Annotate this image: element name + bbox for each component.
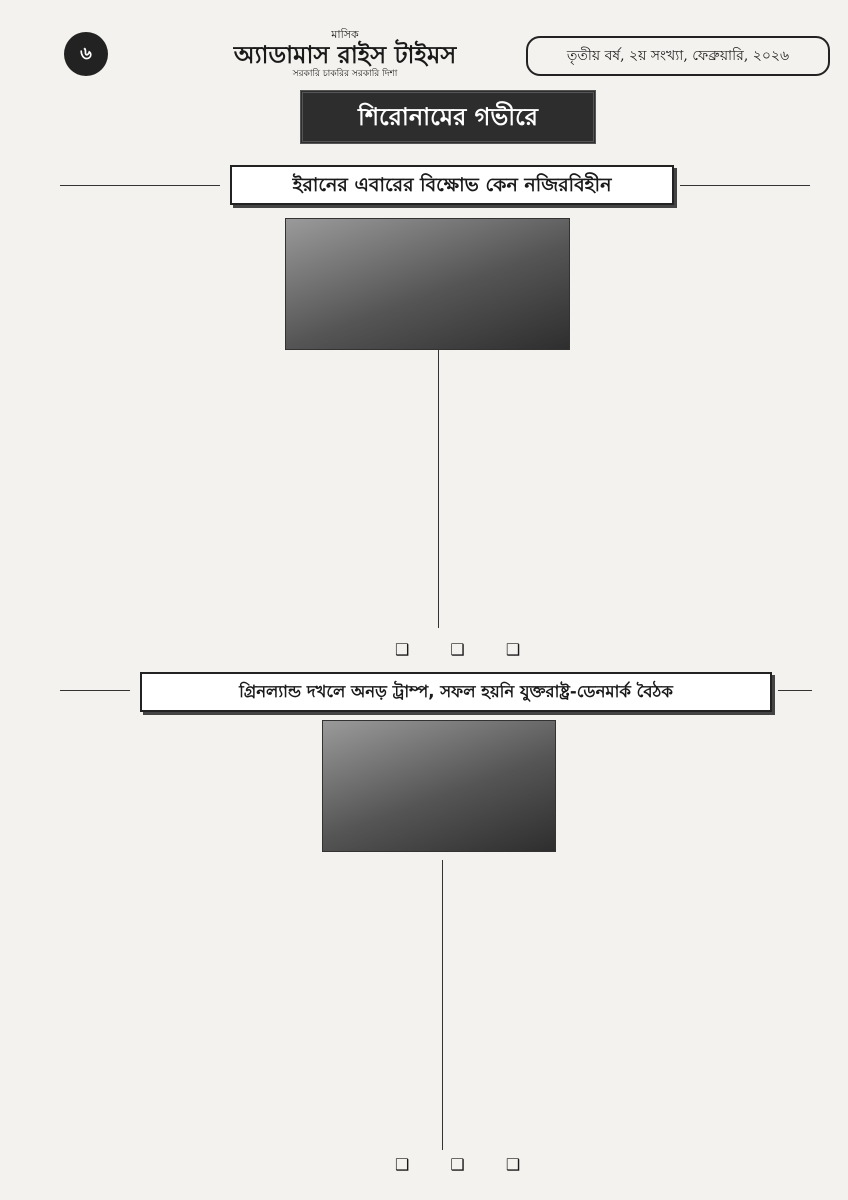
article-2-headline: গ্রিনল্যান্ড দখলে অনড় ট্রাম্প, সফল হয়নি যুক্তরাষ্ট্র-ডেনমার্ক বৈঠক <box>140 672 772 712</box>
divider <box>60 185 220 186</box>
masthead-tagline: সরকারি চাকরির সরকারি দিশা <box>292 69 398 79</box>
page-header <box>30 28 830 86</box>
divider <box>778 690 812 691</box>
separator-dots: ❑ ❑ ❑ <box>395 640 539 659</box>
column-divider <box>442 860 443 1150</box>
issue-info: তৃতীয় বর্ষ, ২য় সংখ্যা, ফেব্রুয়ারি, ২০২৬ <box>526 36 830 76</box>
article-1-headline: ইরানের এবারের বিক্ষোভ কেন নজিরবিহীন <box>230 165 674 205</box>
masthead <box>220 28 470 82</box>
divider <box>60 690 130 691</box>
article-2-column-right <box>452 718 812 1150</box>
page-number: ৬ <box>64 32 108 76</box>
section-banner: শিরোনামের গভীরে <box>300 90 596 144</box>
divider <box>680 185 810 186</box>
column-divider <box>438 350 439 628</box>
article-1-column-right <box>448 212 810 628</box>
masthead-name: অ্যাডামাস রাইস টাইমস <box>233 41 457 69</box>
separator-dots: ❑ ❑ ❑ <box>395 1155 539 1174</box>
masthead-pre: মাসিক <box>331 28 359 41</box>
